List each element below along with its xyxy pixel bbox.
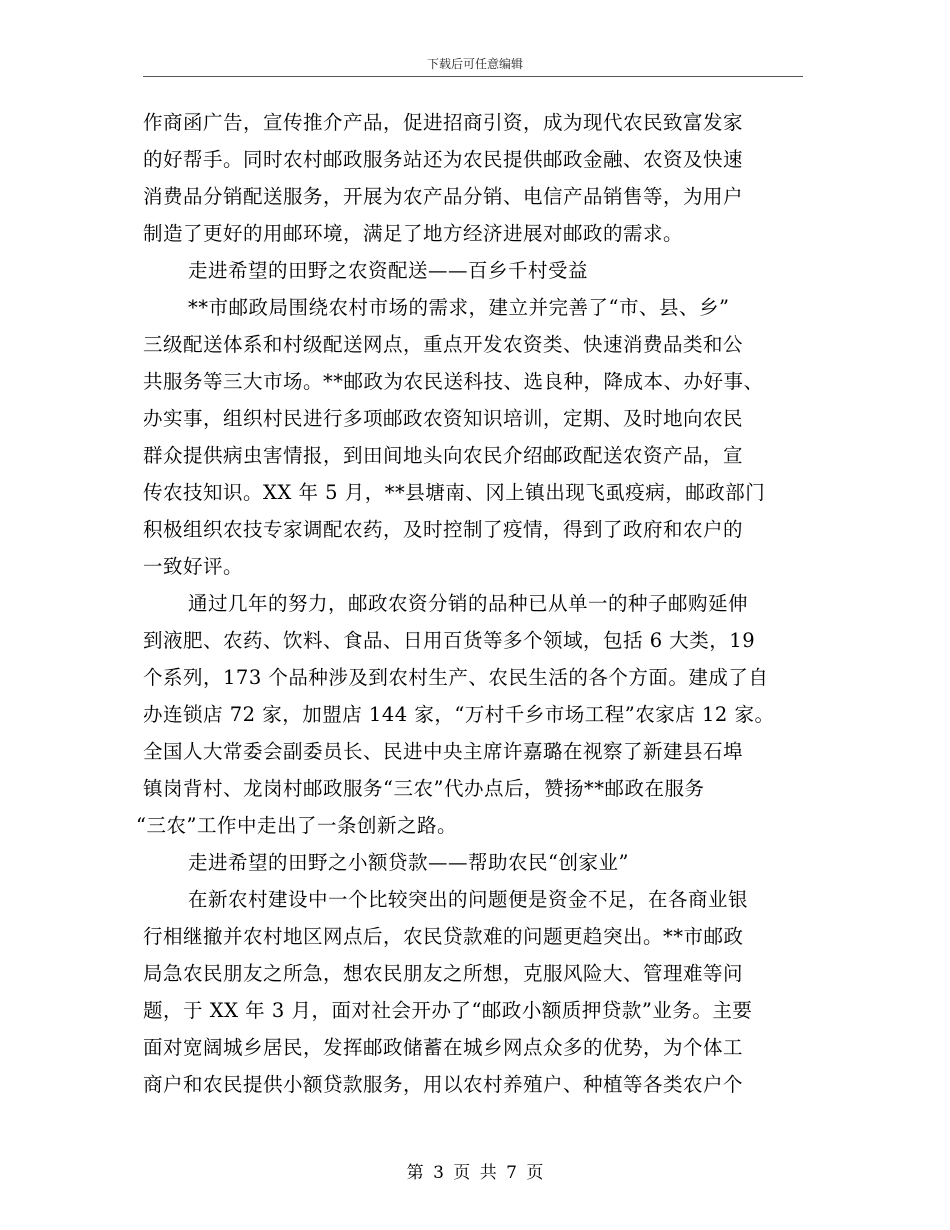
paragraph-first-line: 在新农村建设中一个比较突出的问题便是资金不足，在各商业银 xyxy=(188,888,749,911)
body-line: 传农技知识。XX 年 5 月，**县塘南、冈上镇出现飞虱疫病，邮政部门 xyxy=(143,481,766,504)
body-line: 制造了更好的用邮环境，满足了地方经济进展对邮政的需求。 xyxy=(143,222,684,245)
body-line: 行相继撤并农村地区网点后，农民贷款难的问题更趋突出。**市邮政 xyxy=(143,925,744,948)
body-line: 镇岗背村、龙岗村邮政服务“三农”代办点后，赞扬**邮政在服务 xyxy=(143,777,705,800)
document-body xyxy=(136,104,803,1103)
body-line: 商户和农民提供小额贷款服务，用以农村养殖户、种植等各类农户个 xyxy=(143,1073,744,1096)
body-line: 作商函广告，宣传推介产品，促进招商引资，成为现代农民致富发家 xyxy=(143,111,744,134)
paragraph-first-line: **市邮政局围绕农村市场的需求，建立并完善了“市、县、乡” xyxy=(188,296,730,319)
body-line: “三农”工作中走出了一条创新之路。 xyxy=(136,814,457,837)
body-line: 局急农民朋友之所急，想农民朋友之所想，克服风险大、管理难等问 xyxy=(143,962,744,985)
section-heading: 走进希望的田野之小额贷款——帮助农民“创家业” xyxy=(188,851,629,874)
body-line: 办连锁店 72 家，加盟店 144 家，“万村千乡市场工程”农家店 12 家。 xyxy=(143,703,775,726)
body-line: 消费品分销配送服务，开展为农产品分销、电信产品销售等，为用户 xyxy=(143,185,744,208)
page-number: 第 3 页 共 7 页 xyxy=(406,1163,544,1183)
body-line: 的好帮手。同时农村邮政服务站还为农民提供邮政金融、农资及快速 xyxy=(143,148,744,171)
body-line: 共服务等三大市场。**邮政为农民送科技、选良种，降成本、办好事、 xyxy=(143,370,764,393)
paragraph-first-line: 通过几年的努力，邮政农资分销的品种已从单一的种子邮购延伸 xyxy=(188,592,749,615)
body-line: 积极组织农技专家调配农药，及时控制了疫情，得到了政府和农户的 xyxy=(143,518,744,541)
body-line: 面对宽阔城乡居民，发挥邮政储蓄在城乡网点众多的优势，为个体工 xyxy=(143,1036,744,1059)
page-header: 下载后可任意编辑 xyxy=(426,57,523,71)
body-line: 办实事，组织村民进行多项邮政农资知识培训，定期、及时地向农民 xyxy=(143,407,744,430)
body-line: 全国人大常委会副委员长、民进中央主席许嘉璐在视察了新建县石埠 xyxy=(143,740,744,763)
body-line: 一致好评。 xyxy=(143,555,244,578)
body-line: 群众提供病虫害情报，到田间地头向农民介绍邮政配送农资产品，宣 xyxy=(143,444,744,467)
body-line: 三级配送体系和村级配送网点，重点开发农资类、快速消费品类和公 xyxy=(143,333,744,356)
body-line: 个系列，173 个品种涉及到农村生产、农民生活的各个方面。建成了自 xyxy=(143,666,769,689)
section-heading: 走进希望的田野之农资配送——百乡千村受益 xyxy=(188,259,589,282)
header-divider xyxy=(143,76,803,77)
body-line: 题，于 XX 年 3 月，面对社会开办了“邮政小额质押贷款”业务。主要 xyxy=(143,999,753,1022)
body-line: 到液肥、农药、饮料、食品、日用百货等多个领域，包括 6 大类，19 xyxy=(143,629,756,652)
